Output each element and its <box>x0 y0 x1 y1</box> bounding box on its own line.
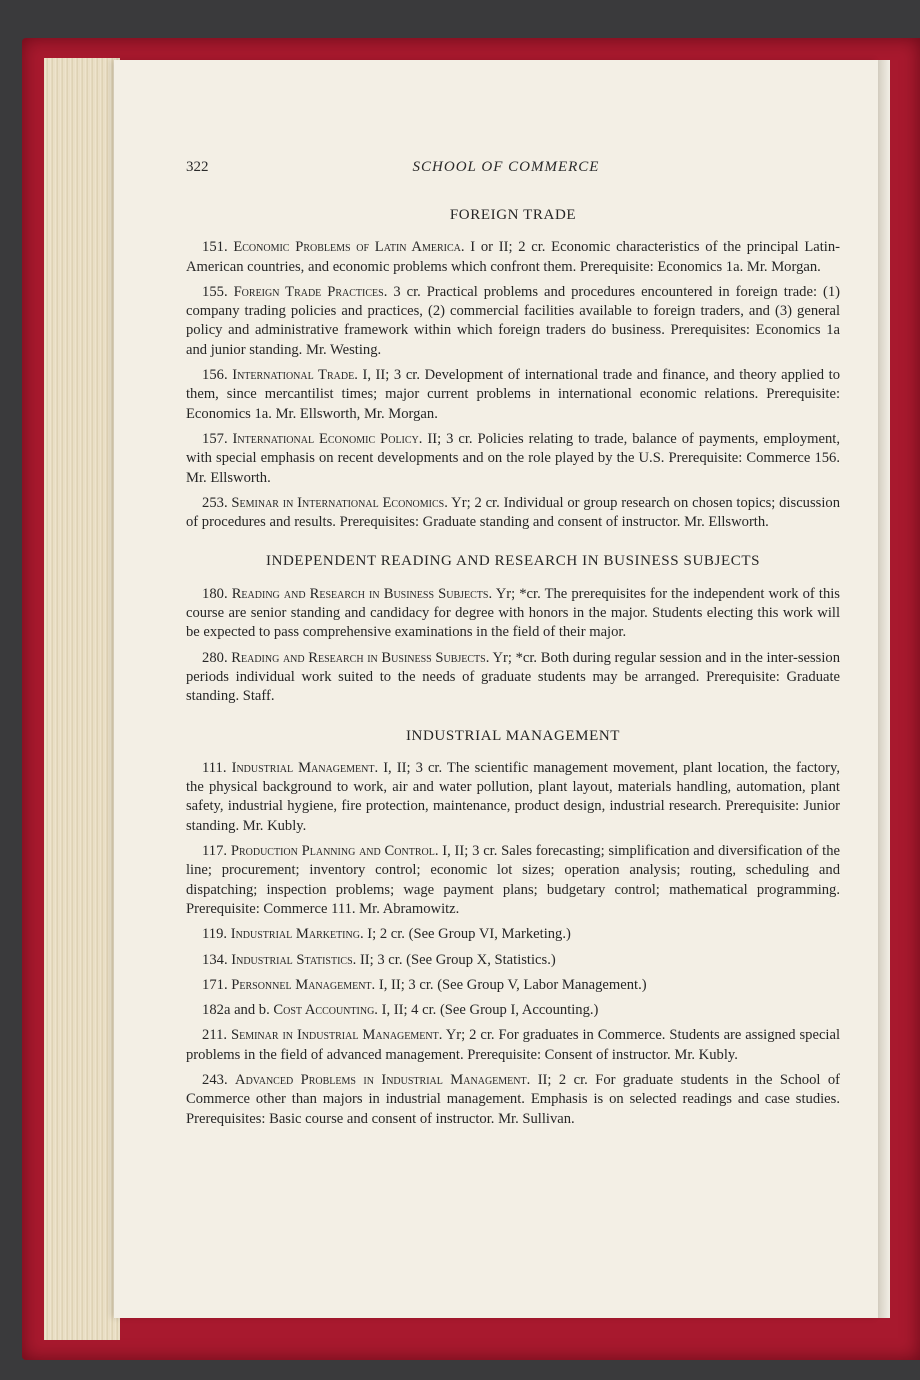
course-number: 253. <box>202 494 228 511</box>
facing-page-edge <box>878 60 890 1318</box>
page-edges <box>44 58 120 1340</box>
course-description: I or II; 2 cr. Economic characteristics of the principal Latin-American countries, and economic problems which confront them. Prerequisite: Economics 1a. Mr. Morgan. <box>186 239 840 275</box>
section-gap <box>186 538 840 552</box>
course-number: 119. <box>202 926 228 943</box>
course-description: I, II; 3 cr. (See Group V, Labor Management.) <box>378 976 647 993</box>
course-number: 182a and b. <box>202 1002 270 1019</box>
course-number: 171. <box>202 976 228 993</box>
course-number: 180. <box>202 585 228 602</box>
course-entry <box>186 430 840 488</box>
course-title: Cost Accounting. <box>273 1002 378 1019</box>
running-title: SCHOOL OF COMMERCE <box>412 159 600 175</box>
course-number: 243. <box>202 1071 228 1088</box>
course-description: 3 cr. Practical problems and procedures encountered in foreign trade: (1) company trading policies and practices, (2) commercial facilities available to foreign traders, and (3) general policy and administrative framework within which foreign traders do business. Prerequisites: Economics 1a and junior standing. Mr. Westing. <box>186 283 840 358</box>
course-title: Seminar in International Economics. <box>231 494 448 511</box>
course-title: Production Planning and Control. <box>230 843 439 860</box>
course-title: Industrial Marketing. <box>230 926 364 943</box>
course-title: Reading and Research in Business Subjects. <box>231 649 490 666</box>
course-entry <box>186 925 840 944</box>
course-description: Yr; *cr. Both during regular session and in the inter-session periods individual work suited to the needs of graduate students may be arranged. Prerequisite: Graduate standing. Staff. <box>186 649 840 705</box>
running-head <box>186 159 826 179</box>
course-title: Advanced Problems in Industrial Management. <box>235 1071 531 1088</box>
course-entry <box>186 494 840 533</box>
course-description: I, II; 3 cr. The scientific management movement, plant location, the factory, the physical background to work, air and water pollution, plant layout, materials handling, automation, plant safety, industrial hygiene, fire protection, maintenance, product design, industrial research. Prerequisite: Junior standing. Mr. Kubly. <box>186 759 840 834</box>
course-entry <box>186 283 840 360</box>
course-entry <box>186 1026 840 1065</box>
page-content <box>186 206 840 1135</box>
course-entry <box>186 842 840 919</box>
course-title: International Trade. <box>232 367 358 384</box>
course-description: II; 2 cr. For graduate students in the School of Commerce other than majors in industrial management. Emphasis is on selected readings and case studies. Prerequisites: Basic course and consent of instructor. Mr. Sullivan. <box>186 1071 841 1127</box>
section-heading: FOREIGN TRADE <box>449 207 577 223</box>
course-entry <box>186 238 840 277</box>
section-heading: INDUSTRIAL MANAGEMENT <box>405 727 621 744</box>
course-title: International Economic Policy. <box>232 430 423 447</box>
course-number: 211. <box>202 1027 228 1044</box>
course-number: 151. <box>202 239 228 256</box>
course-number: 111. <box>202 759 227 776</box>
course-entry <box>186 976 840 995</box>
course-entry <box>186 759 840 836</box>
course-number: 157. <box>202 430 228 447</box>
course-title: Economic Problems of Latin America. <box>233 239 465 256</box>
course-entry <box>186 366 840 424</box>
course-number: 134. <box>202 951 228 968</box>
course-title: Personnel Management. <box>231 976 376 993</box>
course-entry <box>186 649 840 707</box>
page-number: 322 <box>186 159 209 175</box>
course-entry <box>186 1071 840 1129</box>
course-entry <box>186 1001 840 1020</box>
course-title: Industrial Management. <box>231 759 379 776</box>
course-description: II; 3 cr. Policies relating to trade, balance of payments, employment, with special emphasis on recent developments and on the role played by the U.S. Prerequisite: Commerce 156. Mr. Ellsworth. <box>186 430 840 486</box>
course-description: Yr; 2 cr. For graduates in Commerce. Students are assigned special problems in the field of advanced management. Prerequisite: Consent of instructor. Mr. Kubly. <box>186 1027 841 1063</box>
course-title: Reading and Research in Business Subjects. <box>231 585 493 602</box>
course-description: I, II; 4 cr. (See Group I, Accounting.) <box>381 1002 599 1019</box>
section-gap <box>186 713 840 727</box>
course-title: Foreign Trade Practices. <box>233 283 388 300</box>
course-entry <box>186 951 840 970</box>
course-description: I; 2 cr. (See Group VI, Marketing.) <box>367 926 571 943</box>
course-title: Seminar in Industrial Management. <box>230 1027 443 1044</box>
section-heading: INDEPENDENT READING AND RESEARCH IN BUSINESS SUBJECTS <box>265 553 761 570</box>
course-description: II; 3 cr. (See Group X, Statistics.) <box>359 951 556 968</box>
course-number: 156. <box>202 367 228 384</box>
course-number: 117. <box>202 843 228 860</box>
course-entry <box>186 585 840 643</box>
course-description: Yr; *cr. The prerequisites for the independent work of this course are senior standing and candidacy for degree with honors in the major. Students electing this work will be expected to pass comprehensive examinations in the field of their major. <box>186 585 840 641</box>
course-description: Yr; 2 cr. Individual or group research on chosen topics; discussion of procedures and results. Prerequisites: Graduate standing and consent of instructor. Mr. Ellsworth. <box>186 494 840 531</box>
course-title: Industrial Statistics. <box>231 951 357 968</box>
course-description: I, II; 3 cr. Sales forecasting; simplification and diversification of the line; procurement; inventory control; economic lot sizes; operation analysis; routing, scheduling and dispatching; inspection problems; wage payment plans; budgetary control; mathematical programming. Prerequisite: Commerce 111. Mr. Abramowitz. <box>186 843 840 917</box>
book-page <box>114 60 878 1318</box>
course-description: I, II; 3 cr. Development of international trade and finance, and theory applied to them, since mercantilist times; major current problems in international economic relations. Prerequisite: Economics 1a. Mr. Ellsworth, Mr. Morgan. <box>186 367 840 422</box>
course-number: 280. <box>202 649 228 666</box>
course-number: 155. <box>202 283 228 300</box>
